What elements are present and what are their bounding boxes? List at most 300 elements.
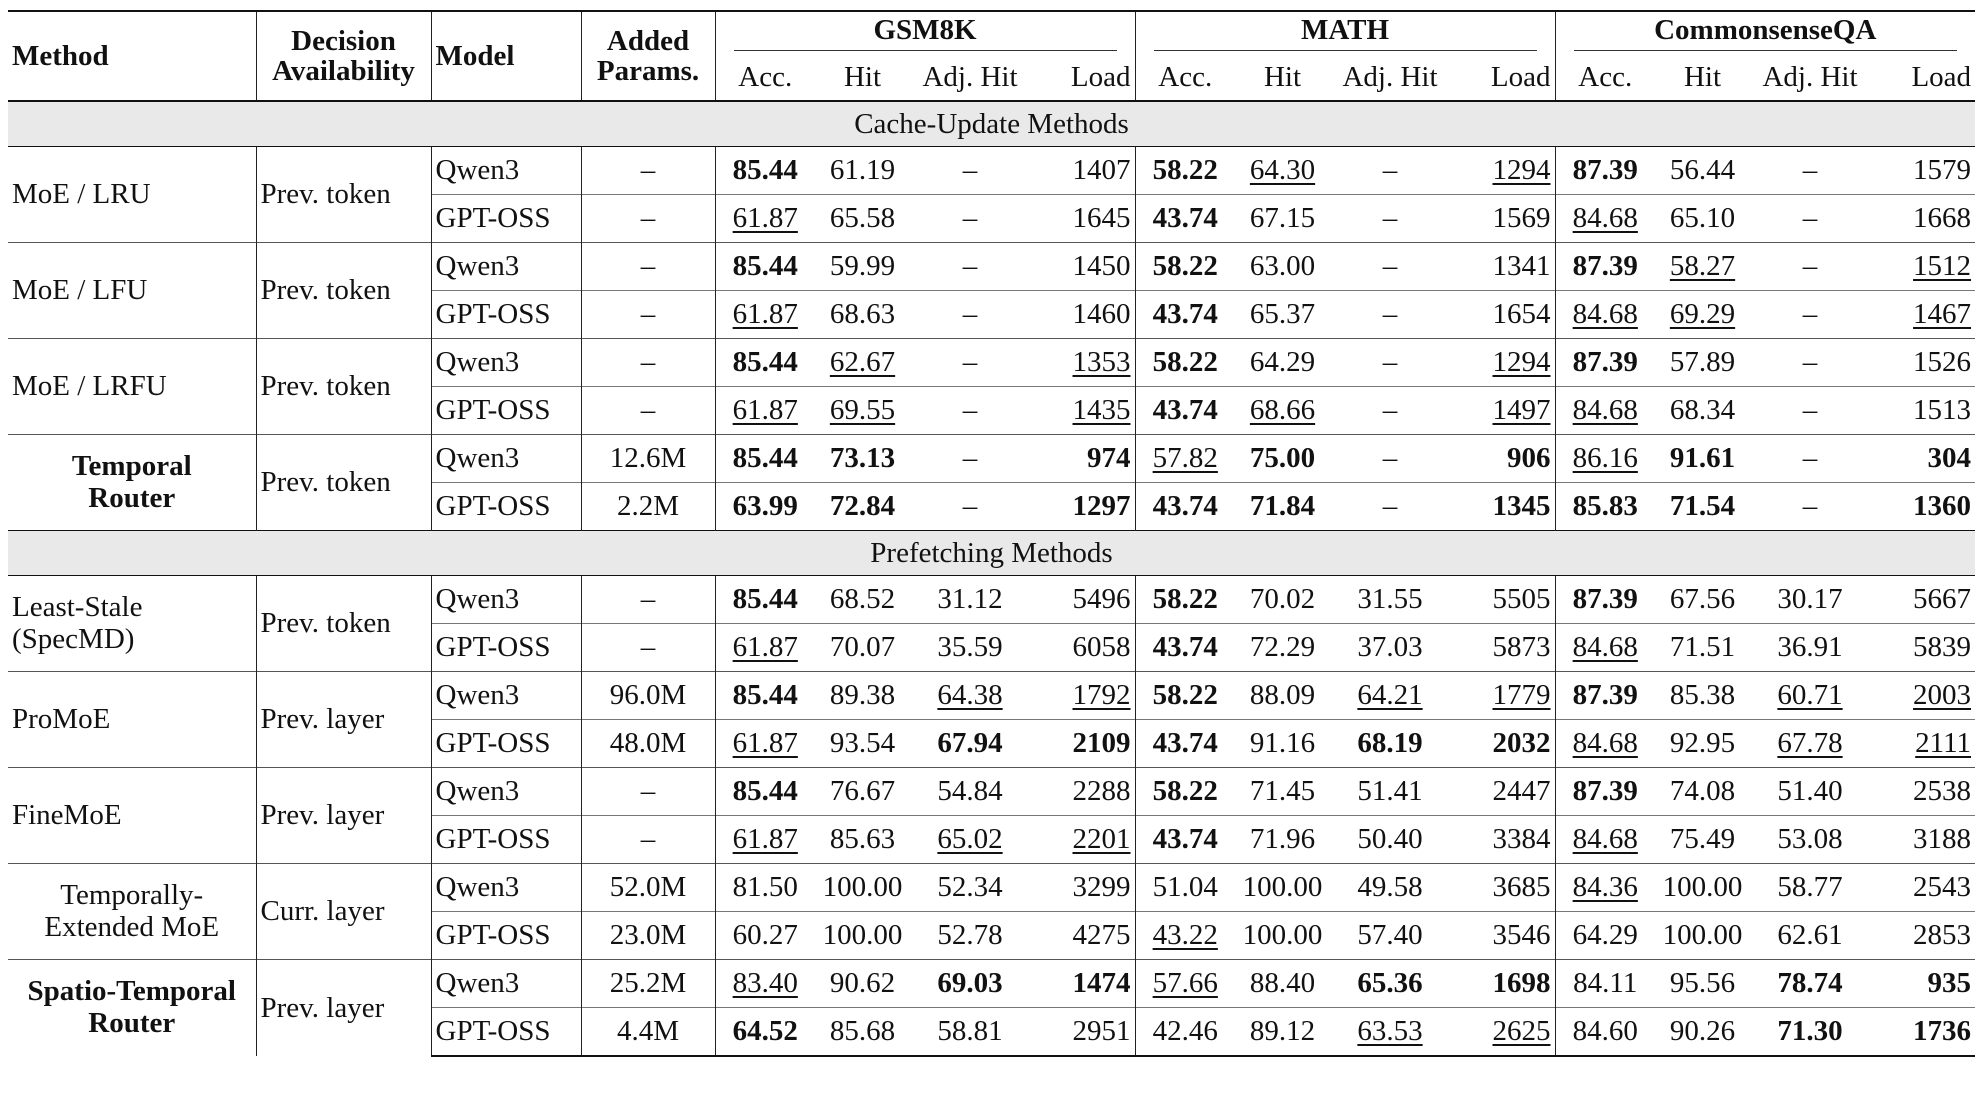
cell-value: 52.78	[937, 919, 1003, 951]
cell-value: 70.02	[1249, 583, 1316, 615]
cell-value: 5496	[1072, 583, 1131, 615]
cell-gsm8k-hit	[815, 672, 910, 720]
cell-gsm8k-hit	[815, 483, 910, 531]
cell-commonsenseqa-load	[1870, 960, 1975, 1008]
cell-commonsenseqa-adj-hit	[1750, 672, 1870, 720]
cell-value: 67.94	[937, 727, 1003, 759]
method-name	[8, 147, 256, 243]
decision-availability: Prev. layer	[256, 960, 431, 1057]
header-added-line1: Added	[606, 24, 690, 57]
cell-commonsenseqa-load	[1870, 387, 1975, 435]
cell-value: –	[1802, 394, 1818, 426]
cell-value: 91.16	[1249, 727, 1316, 759]
cell-commonsenseqa-load	[1870, 291, 1975, 339]
cell-value: 88.09	[1249, 679, 1316, 711]
cell-value: 84.11	[1573, 967, 1638, 999]
model-name: Qwen3	[431, 576, 581, 624]
cell-value: –	[1802, 202, 1818, 234]
cell-commonsenseqa-load	[1870, 672, 1975, 720]
cell-commonsenseqa-adj-hit	[1750, 960, 1870, 1008]
cell-value: 43.74	[1152, 394, 1218, 426]
method-name-line: Least-Stale	[12, 590, 143, 623]
cell-value: 1460	[1072, 298, 1131, 330]
cell-math-adj-hit	[1330, 147, 1450, 195]
cell-commonsenseqa-adj-hit	[1750, 243, 1870, 291]
cell-value: 85.44	[732, 679, 798, 711]
cell-math-hit	[1235, 1008, 1330, 1057]
cell-value: 71.30	[1777, 1015, 1843, 1047]
cell-math-load	[1450, 483, 1555, 531]
subheader-math-adj-hit: Adj. Hit	[1342, 60, 1438, 93]
cell-value: 87.39	[1572, 250, 1638, 282]
header-decision-line2: Availability	[272, 55, 415, 87]
cell-value: 89.12	[1249, 1015, 1316, 1047]
cell-gsm8k-acc	[715, 195, 815, 243]
cell-gsm8k-load	[1030, 195, 1135, 243]
model-name: GPT-OSS	[431, 912, 581, 960]
cell-commonsenseqa-acc	[1555, 624, 1655, 672]
cell-value: 51.04	[1152, 871, 1218, 903]
cell-value: 93.54	[829, 727, 896, 759]
cell-math-hit	[1235, 483, 1330, 531]
cell-commonsenseqa-load	[1870, 1008, 1975, 1057]
cell-value: 52.34	[937, 871, 1003, 903]
cell-gsm8k-adj-hit	[910, 672, 1030, 720]
cell-value: 67.15	[1249, 202, 1316, 234]
added-params: 25.2M	[581, 960, 715, 1008]
cell-value: –	[962, 346, 978, 378]
cell-value: 2447	[1492, 775, 1551, 807]
cell-value: 61.87	[732, 727, 798, 759]
cell-gsm8k-load	[1030, 912, 1135, 960]
cell-value: 1294	[1492, 346, 1551, 378]
cell-math-adj-hit	[1330, 576, 1450, 624]
cell-value: 71.54	[1669, 490, 1736, 522]
cell-gsm8k-load	[1030, 864, 1135, 912]
cell-value: –	[962, 394, 978, 426]
cell-commonsenseqa-hit	[1655, 195, 1750, 243]
cell-math-adj-hit	[1330, 1008, 1450, 1057]
cell-value: 69.29	[1669, 298, 1736, 330]
cell-gsm8k-hit	[815, 291, 910, 339]
cell-commonsenseqa-hit	[1655, 147, 1750, 195]
cell-value: –	[1382, 442, 1398, 474]
method-name	[8, 768, 256, 864]
cell-value: 1512	[1913, 250, 1972, 282]
cell-gsm8k-acc	[715, 291, 815, 339]
decision-availability: Prev. token	[256, 339, 431, 435]
cell-commonsenseqa-load	[1870, 195, 1975, 243]
cell-value: 62.67	[829, 346, 896, 378]
cell-gsm8k-load	[1030, 243, 1135, 291]
cell-math-acc	[1135, 483, 1235, 531]
cell-value: 974	[1087, 442, 1131, 474]
cell-gsm8k-adj-hit	[910, 768, 1030, 816]
section-title: Prefetching Methods	[8, 531, 1975, 576]
cell-value: 87.39	[1572, 775, 1638, 807]
cell-value: 50.40	[1357, 823, 1423, 855]
cell-value: 58.22	[1152, 775, 1218, 807]
added-params: 23.0M	[581, 912, 715, 960]
header-method: Method	[12, 39, 109, 72]
cell-math-adj-hit	[1330, 387, 1450, 435]
header-group-commonsenseqa: CommonsenseQA	[1555, 11, 1975, 54]
cell-commonsenseqa-acc	[1555, 339, 1655, 387]
subheader-gsm8k-hit: Hit	[843, 60, 882, 93]
cell-value: 85.38	[1669, 679, 1736, 711]
cell-math-adj-hit	[1330, 672, 1450, 720]
cell-commonsenseqa-acc	[1555, 387, 1655, 435]
cell-gsm8k-adj-hit	[910, 912, 1030, 960]
cell-gsm8k-acc	[715, 435, 815, 483]
cell-gsm8k-adj-hit	[910, 291, 1030, 339]
method-name-line: Temporally-	[60, 878, 204, 911]
cell-math-hit	[1235, 435, 1330, 483]
cell-commonsenseqa-adj-hit	[1750, 483, 1870, 531]
cell-value: 76.67	[829, 775, 896, 807]
cell-value: 73.13	[829, 442, 896, 474]
cell-commonsenseqa-acc	[1555, 1008, 1655, 1057]
cell-commonsenseqa-hit	[1655, 960, 1750, 1008]
cell-commonsenseqa-adj-hit	[1750, 912, 1870, 960]
cell-value: 57.40	[1357, 919, 1423, 951]
cell-math-adj-hit	[1330, 243, 1450, 291]
method-name-line: MoE / LRU	[12, 177, 151, 210]
method-name-line: MoE / LRFU	[12, 369, 167, 402]
cell-value: 78.74	[1777, 967, 1843, 999]
cell-value: 65.37	[1249, 298, 1316, 330]
cell-value: –	[1802, 346, 1818, 378]
cell-value: 3299	[1072, 871, 1131, 903]
cell-commonsenseqa-adj-hit	[1750, 624, 1870, 672]
cell-gsm8k-adj-hit	[910, 387, 1030, 435]
cell-value: 935	[1927, 967, 1972, 999]
cell-commonsenseqa-load	[1870, 624, 1975, 672]
cell-value: 1474	[1072, 967, 1131, 999]
decision-availability: Prev. token	[256, 147, 431, 243]
cell-value: –	[962, 298, 978, 330]
cell-commonsenseqa-adj-hit	[1750, 291, 1870, 339]
cell-gsm8k-adj-hit	[910, 864, 1030, 912]
cell-value: 71.96	[1249, 823, 1316, 855]
cell-value: 57.66	[1152, 967, 1218, 999]
method-name	[8, 672, 256, 768]
cell-value: 1569	[1492, 202, 1551, 234]
cell-value: 61.87	[732, 394, 798, 426]
cell-math-acc	[1135, 960, 1235, 1008]
cell-gsm8k-hit	[815, 195, 910, 243]
method-name-line: FineMoE	[12, 798, 122, 831]
cell-value: 65.36	[1357, 967, 1423, 999]
cell-value: 58.27	[1669, 250, 1736, 282]
cell-gsm8k-hit	[815, 720, 910, 768]
cell-value: 2003	[1913, 679, 1972, 711]
cell-value: 4275	[1072, 919, 1131, 951]
cell-commonsenseqa-load	[1870, 816, 1975, 864]
cell-value: –	[962, 250, 978, 282]
cell-math-hit	[1235, 243, 1330, 291]
cell-value: 63.00	[1249, 250, 1316, 282]
subheader-math-acc: Acc.	[1135, 54, 1235, 101]
model-name: GPT-OSS	[431, 1008, 581, 1057]
cell-value: 6058	[1072, 631, 1131, 663]
cell-math-load	[1450, 816, 1555, 864]
cell-value: 53.08	[1777, 823, 1843, 855]
cell-gsm8k-hit	[815, 768, 910, 816]
subheader-math-load: Load	[1490, 60, 1551, 93]
cell-commonsenseqa-adj-hit	[1750, 576, 1870, 624]
cell-math-adj-hit	[1330, 768, 1450, 816]
cell-value: 2543	[1913, 871, 1972, 903]
cell-commonsenseqa-hit	[1655, 435, 1750, 483]
cell-value: 85.68	[829, 1015, 896, 1047]
model-name: Qwen3	[431, 243, 581, 291]
cell-math-adj-hit	[1330, 195, 1450, 243]
cell-math-load	[1450, 864, 1555, 912]
cell-value: 95.56	[1669, 967, 1736, 999]
method-name	[8, 576, 256, 672]
cell-math-adj-hit	[1330, 720, 1450, 768]
cell-commonsenseqa-hit	[1655, 816, 1750, 864]
cell-value: 51.41	[1357, 775, 1423, 807]
cell-value: 1360	[1913, 490, 1972, 522]
cell-math-acc	[1135, 864, 1235, 912]
cell-value: 67.56	[1669, 583, 1736, 615]
cell-math-acc	[1135, 243, 1235, 291]
cell-value: 1353	[1072, 346, 1131, 378]
cell-value: 3546	[1492, 919, 1551, 951]
cell-gsm8k-load	[1030, 1008, 1135, 1057]
cell-value: 1341	[1492, 250, 1551, 282]
cell-gsm8k-load	[1030, 435, 1135, 483]
table-row	[8, 864, 1975, 912]
cell-commonsenseqa-acc	[1555, 243, 1655, 291]
decision-availability: Prev. layer	[256, 672, 431, 768]
cell-value: 69.03	[937, 967, 1003, 999]
method-name	[8, 435, 256, 531]
cell-value: 84.68	[1572, 394, 1638, 426]
cell-math-hit	[1235, 864, 1330, 912]
model-name: Qwen3	[431, 960, 581, 1008]
cell-gsm8k-acc	[715, 768, 815, 816]
cell-commonsenseqa-load	[1870, 339, 1975, 387]
cell-gsm8k-acc	[715, 387, 815, 435]
cell-math-hit	[1235, 624, 1330, 672]
cell-value: 1467	[1913, 298, 1972, 330]
cell-gsm8k-load	[1030, 576, 1135, 624]
cell-math-acc	[1135, 435, 1235, 483]
method-name-line: Router	[88, 1007, 176, 1039]
cell-commonsenseqa-acc	[1555, 816, 1655, 864]
cell-value: 63.53	[1357, 1015, 1423, 1047]
cell-commonsenseqa-load	[1870, 147, 1975, 195]
cell-value: 30.17	[1777, 583, 1843, 615]
cell-math-acc	[1135, 720, 1235, 768]
cell-gsm8k-adj-hit	[910, 1008, 1030, 1057]
cell-math-acc	[1135, 768, 1235, 816]
cell-gsm8k-acc	[715, 912, 815, 960]
cell-value: 84.68	[1572, 202, 1638, 234]
cell-value: 87.39	[1572, 679, 1638, 711]
cell-math-load	[1450, 768, 1555, 816]
table-row	[8, 576, 1975, 624]
cell-value: –	[1382, 202, 1398, 234]
cell-commonsenseqa-hit	[1655, 291, 1750, 339]
cell-value: 1779	[1492, 679, 1551, 711]
cell-gsm8k-hit	[815, 387, 910, 435]
cell-value: 72.29	[1249, 631, 1316, 663]
table-row	[8, 147, 1975, 195]
cell-value: 64.29	[1572, 919, 1638, 951]
cell-commonsenseqa-adj-hit	[1750, 339, 1870, 387]
cell-math-acc	[1135, 912, 1235, 960]
model-name: GPT-OSS	[431, 195, 581, 243]
cell-value: 43.22	[1152, 919, 1218, 951]
cell-value: 1736	[1913, 1015, 1972, 1047]
added-params: –	[581, 387, 715, 435]
added-params: –	[581, 243, 715, 291]
cell-commonsenseqa-hit	[1655, 672, 1750, 720]
cell-value: 65.10	[1669, 202, 1736, 234]
cell-value: 61.87	[732, 298, 798, 330]
model-name: Qwen3	[431, 435, 581, 483]
cell-value: 63.99	[732, 490, 798, 522]
cell-gsm8k-adj-hit	[910, 195, 1030, 243]
cell-value: 42.46	[1152, 1015, 1218, 1047]
cell-value: 85.44	[732, 583, 798, 615]
cell-math-load	[1450, 960, 1555, 1008]
added-params: –	[581, 195, 715, 243]
cell-value: 5667	[1913, 583, 1972, 615]
method-name-line: Router	[88, 481, 176, 514]
added-params: 4.4M	[581, 1008, 715, 1057]
cell-value: 1294	[1492, 154, 1551, 186]
cell-value: 1345	[1492, 490, 1551, 522]
cell-value: –	[1382, 250, 1398, 282]
cell-value: 72.84	[829, 490, 896, 522]
cell-commonsenseqa-hit	[1655, 339, 1750, 387]
cell-value: 84.68	[1572, 823, 1638, 855]
cell-gsm8k-hit	[815, 624, 910, 672]
cell-math-load	[1450, 624, 1555, 672]
cell-commonsenseqa-acc	[1555, 291, 1655, 339]
cell-math-load	[1450, 1008, 1555, 1057]
cell-math-adj-hit	[1330, 912, 1450, 960]
cell-commonsenseqa-acc	[1555, 912, 1655, 960]
model-name: GPT-OSS	[431, 483, 581, 531]
cell-value: 1654	[1492, 298, 1551, 330]
cell-gsm8k-hit	[815, 435, 910, 483]
method-name-line: (SpecMD)	[12, 622, 135, 655]
cell-value: 49.58	[1357, 871, 1423, 903]
cell-value: 87.39	[1572, 346, 1638, 378]
cell-value: 36.91	[1777, 631, 1843, 663]
decision-availability: Prev. token	[256, 243, 431, 339]
cell-gsm8k-adj-hit	[910, 483, 1030, 531]
cell-value: 85.44	[732, 775, 798, 807]
cell-value: 84.68	[1572, 631, 1638, 663]
cell-gsm8k-acc	[715, 624, 815, 672]
cell-math-acc	[1135, 1008, 1235, 1057]
model-name: GPT-OSS	[431, 624, 581, 672]
subheader-commonsenseqa-hit: Hit	[1683, 60, 1722, 93]
subheader-gsm8k-load: Load	[1070, 60, 1131, 93]
cell-value: 2201	[1072, 823, 1131, 855]
cell-value: –	[1382, 346, 1398, 378]
results-table	[8, 10, 1975, 1057]
cell-gsm8k-hit	[815, 339, 910, 387]
cell-math-adj-hit	[1330, 816, 1450, 864]
cell-math-load	[1450, 147, 1555, 195]
added-params: –	[581, 291, 715, 339]
cell-value: 84.68	[1572, 298, 1638, 330]
cell-math-hit	[1235, 387, 1330, 435]
cell-gsm8k-acc	[715, 960, 815, 1008]
cell-commonsenseqa-hit	[1655, 768, 1750, 816]
cell-math-hit	[1235, 768, 1330, 816]
cell-value: 56.44	[1669, 154, 1736, 186]
decision-availability: Prev. token	[256, 435, 431, 531]
cell-value: 51.40	[1777, 775, 1843, 807]
cell-value: 68.52	[829, 583, 896, 615]
cell-value: 59.99	[829, 250, 896, 282]
decision-availability: Curr. layer	[256, 864, 431, 960]
added-params: –	[581, 339, 715, 387]
cell-value: 2032	[1492, 727, 1551, 759]
cell-commonsenseqa-adj-hit	[1750, 816, 1870, 864]
cell-value: 84.68	[1572, 727, 1638, 759]
cell-gsm8k-hit	[815, 1008, 910, 1057]
decision-availability: Prev. token	[256, 576, 431, 672]
cell-value: 304	[1927, 442, 1972, 474]
cell-commonsenseqa-hit	[1655, 483, 1750, 531]
cell-math-hit	[1235, 147, 1330, 195]
cell-value: –	[1382, 394, 1398, 426]
cell-math-adj-hit	[1330, 624, 1450, 672]
cell-value: 58.22	[1152, 346, 1218, 378]
added-params: 12.6M	[581, 435, 715, 483]
cell-gsm8k-hit	[815, 912, 910, 960]
cell-value: 5505	[1492, 583, 1551, 615]
cell-value: 85.44	[732, 346, 798, 378]
cell-value: 84.36	[1572, 871, 1638, 903]
table-row	[8, 960, 1975, 1008]
subheader-gsm8k-adj-hit: Adj. Hit	[922, 60, 1018, 93]
cell-gsm8k-hit	[815, 864, 910, 912]
cell-math-acc	[1135, 147, 1235, 195]
cell-value: 58.22	[1152, 679, 1218, 711]
header-group-gsm8k: GSM8K	[715, 11, 1135, 54]
cell-math-acc	[1135, 816, 1235, 864]
cell-value: 43.74	[1152, 202, 1218, 234]
header-added-line2: Params.	[596, 55, 700, 87]
cell-value: –	[962, 442, 978, 474]
cell-gsm8k-load	[1030, 147, 1135, 195]
cell-value: 70.07	[829, 631, 896, 663]
cell-gsm8k-acc	[715, 483, 815, 531]
cell-commonsenseqa-adj-hit	[1750, 768, 1870, 816]
cell-value: 60.27	[732, 919, 798, 951]
cell-gsm8k-acc	[715, 864, 815, 912]
cell-value: 3384	[1492, 823, 1551, 855]
cell-value: 67.78	[1777, 727, 1843, 759]
table-row	[8, 339, 1975, 387]
cell-commonsenseqa-hit	[1655, 243, 1750, 291]
cell-math-adj-hit	[1330, 483, 1450, 531]
cell-math-adj-hit	[1330, 864, 1450, 912]
cell-math-hit	[1235, 195, 1330, 243]
cell-gsm8k-hit	[815, 243, 910, 291]
